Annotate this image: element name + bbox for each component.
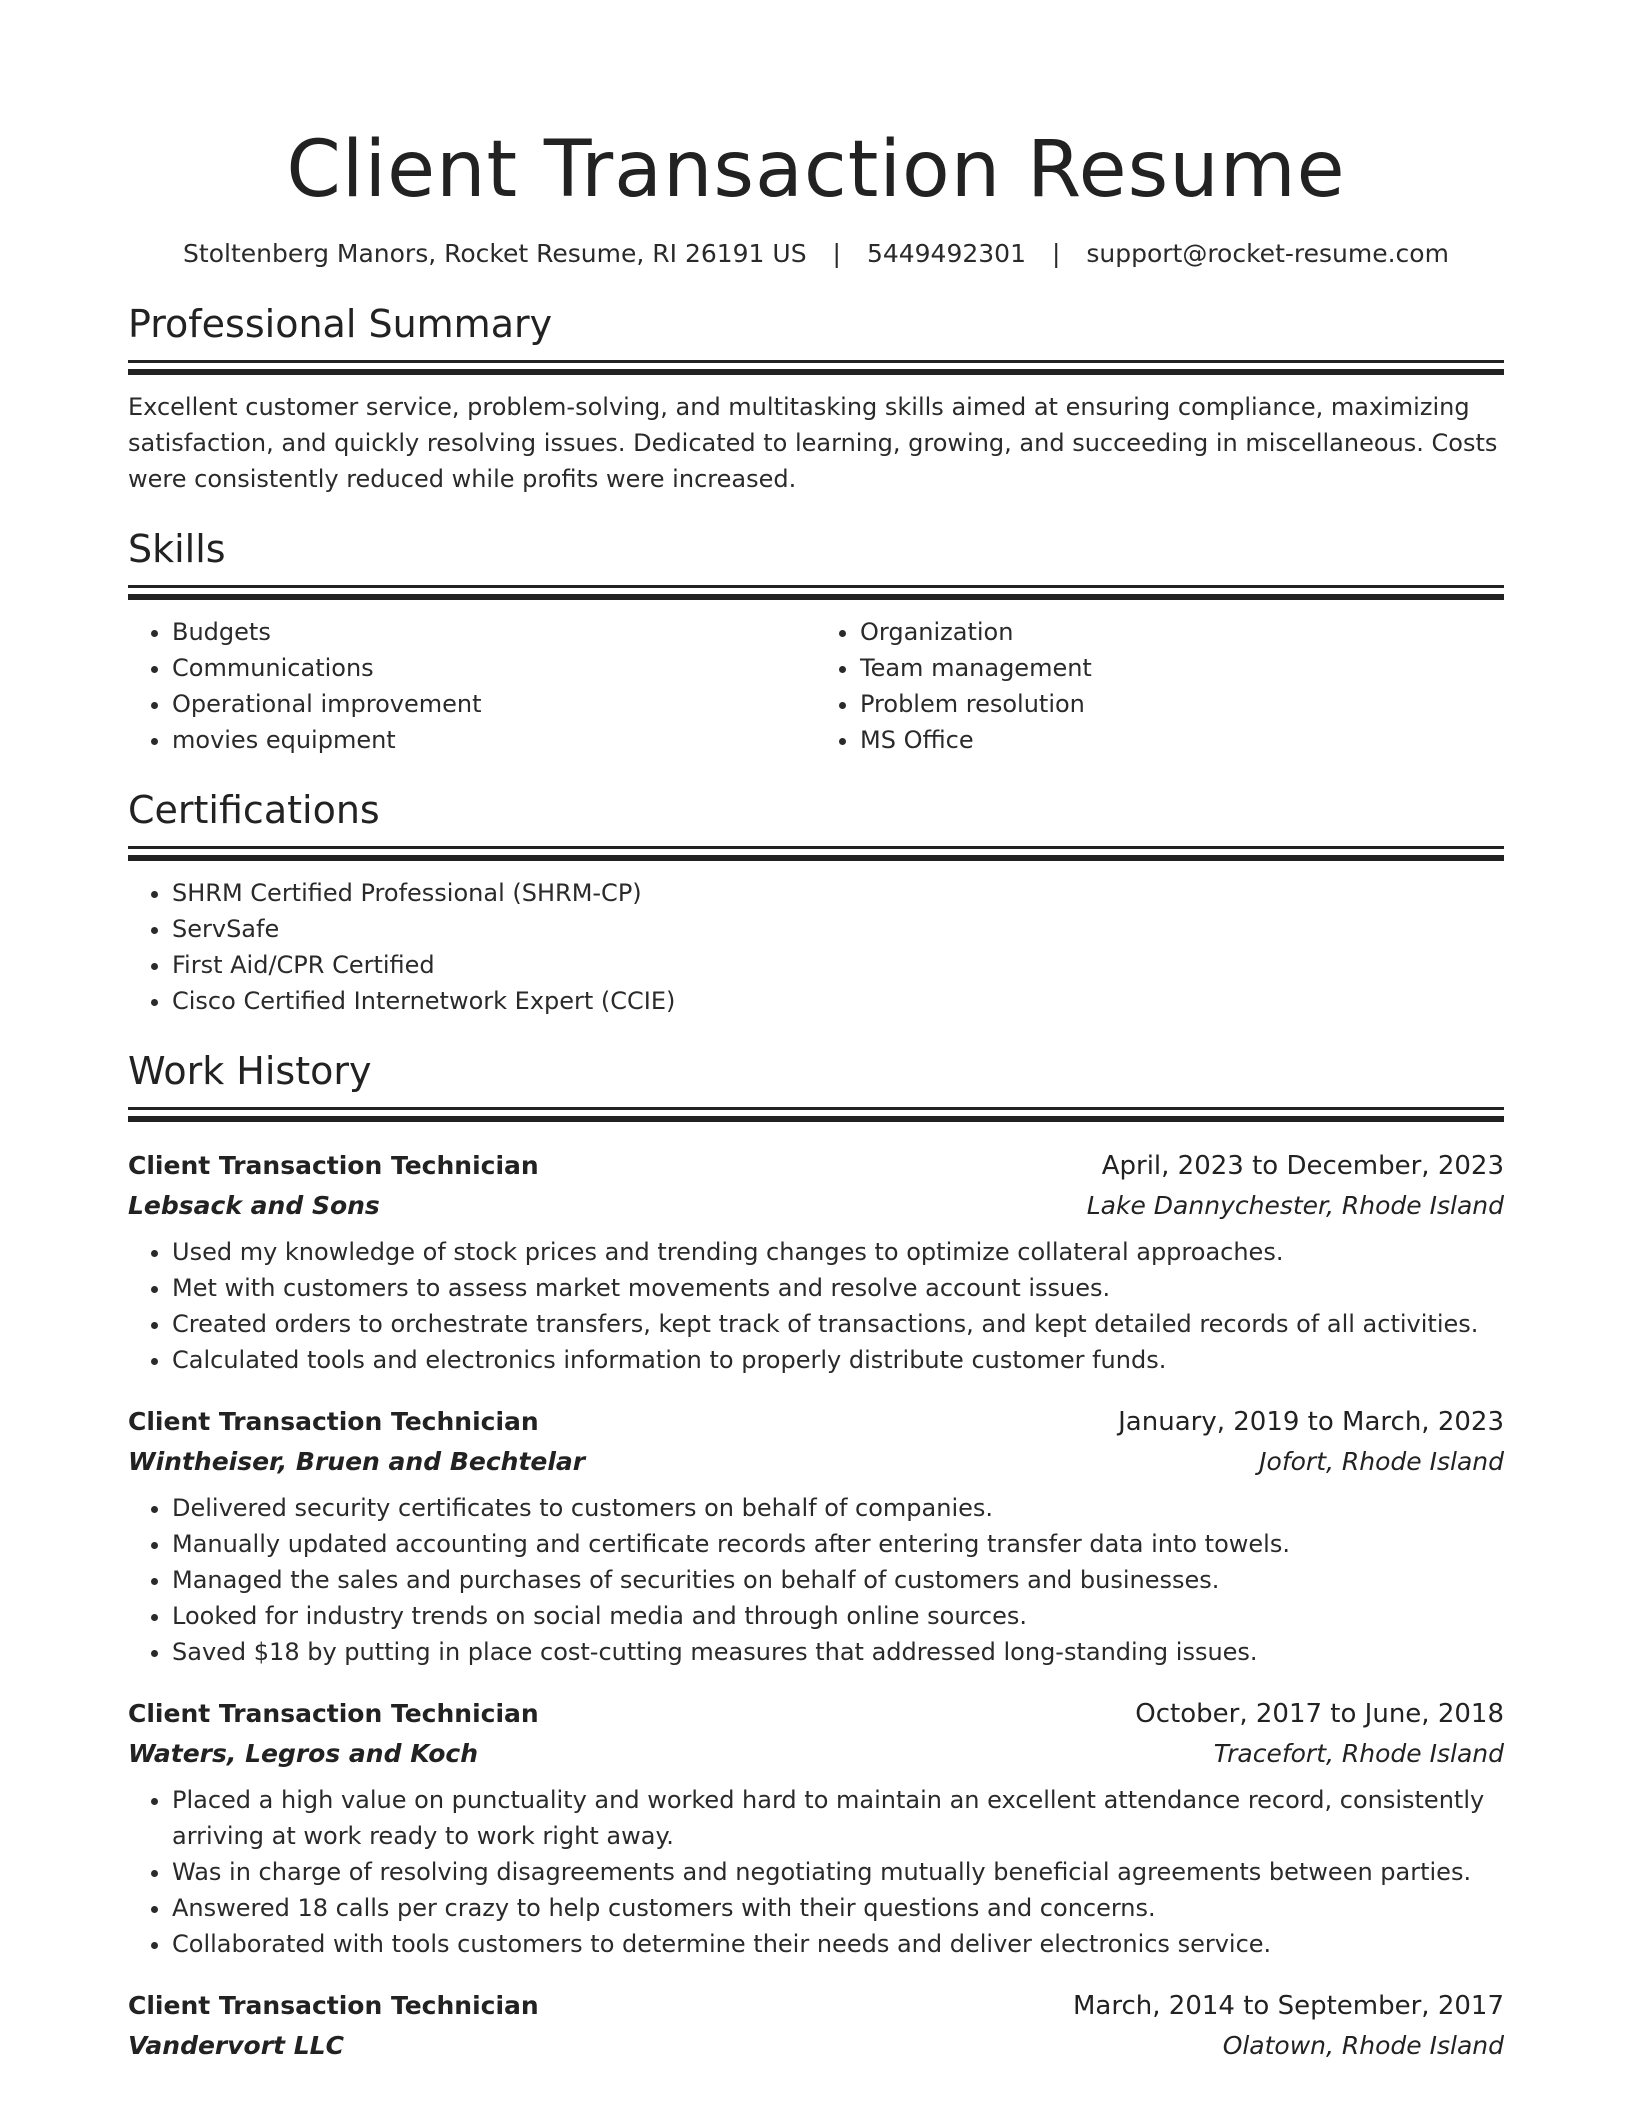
skills-list-right — [816, 614, 1504, 758]
job-bullet: • Looked for industry trends on social media and through online sources. — [172, 1598, 1504, 1634]
skill-item: • movies equipment — [172, 722, 816, 758]
skill-item: • Problem resolution — [860, 686, 1504, 722]
job-bullets — [128, 1782, 1504, 1962]
skill-item: • Budgets — [172, 614, 816, 650]
job-title: Client Transaction Technician — [128, 1991, 539, 2020]
job-entry — [128, 1402, 1504, 1670]
contact-separator: | — [1051, 239, 1061, 268]
skill-item: • Team management — [860, 650, 1504, 686]
section-title-certifications: Certifications — [128, 788, 380, 832]
section-title-work-history: Work History — [128, 1049, 372, 1093]
job-company-row — [128, 1442, 1504, 1482]
job-company: Vandervort LLC — [128, 2031, 344, 2060]
job-bullet: • Collaborated with tools customers to determine their needs and deliver electronics service. — [172, 1926, 1504, 1962]
job-bullets — [128, 1490, 1504, 1670]
job-bullet: • Created orders to orchestrate transfers, kept track of transactions, and kept detailed records of all activities. — [172, 1306, 1504, 1342]
contact-separator: | — [832, 239, 841, 268]
skills-list-left — [128, 614, 816, 758]
job-bullet: • Met with customers to assess market movements and resolve account issues. — [172, 1270, 1504, 1306]
job-location: Jofort, Rhode Island — [1259, 1447, 1504, 1476]
section-divider-thick — [128, 1116, 1504, 1122]
section-divider-thick — [128, 855, 1504, 861]
job-bullet: • Managed the sales and purchases of securities on behalf of customers and businesses. — [172, 1562, 1504, 1598]
job-title: Client Transaction Technician — [128, 1699, 539, 1728]
section-divider — [128, 585, 1504, 588]
job-bullet: • Delivered security certificates to customers on behalf of companies. — [172, 1490, 1504, 1526]
job-bullet: • Answered 18 calls per crazy to help customers with their questions and concerns. — [172, 1890, 1504, 1926]
job-company-row — [128, 1734, 1504, 1774]
work-history-section — [128, 1045, 1504, 2066]
certification-item: • SHRM Certified Professional (SHRM-CP) — [172, 875, 1504, 911]
job-company: Lebsack and Sons — [128, 1191, 380, 1220]
summary-section — [128, 298, 1504, 497]
section-divider — [128, 1107, 1504, 1110]
certifications-section — [128, 784, 1504, 1019]
skill-item: • Operational improvement — [172, 686, 816, 722]
job-header-row — [128, 1402, 1504, 1442]
skill-item: • Organization — [860, 614, 1504, 650]
job-title: Client Transaction Technician — [128, 1151, 539, 1180]
job-company-row — [128, 2026, 1504, 2066]
job-dates: January, 2019 to March, 2023 — [1118, 1407, 1504, 1437]
job-bullets — [128, 1234, 1504, 1378]
section-divider-thick — [128, 369, 1504, 375]
certifications-list — [128, 875, 1504, 1019]
job-header-row — [128, 1146, 1504, 1186]
job-company: Waters, Legros and Koch — [128, 1739, 478, 1768]
job-header-row — [128, 1986, 1504, 2026]
certification-item: • First Aid/CPR Certified — [172, 947, 1504, 983]
job-bullet: • Manually updated accounting and certificate records after entering transfer data into towels. — [172, 1526, 1504, 1562]
job-location: Olatown, Rhode Island — [1222, 2031, 1504, 2060]
section-divider — [128, 846, 1504, 849]
job-title: Client Transaction Technician — [128, 1407, 539, 1436]
summary-text: Excellent customer service, problem-solving, and multitasking skills aimed at ensuring compliance, maximizing satisfaction, and quickly resolving issues. Dedicated to learning, growing, and succeeding in miscellaneous. Costs were consistently reduced while profits were increased. — [128, 393, 1498, 493]
job-dates: April, 2023 to December, 2023 — [1101, 1151, 1504, 1181]
skills-section — [128, 523, 1504, 758]
certification-item: • Cisco Certified Internetwork Expert (CCIE) — [172, 983, 1504, 1019]
section-title-summary: Professional Summary — [128, 302, 553, 346]
job-bullet: • Used my knowledge of stock prices and trending changes to optimize collateral approaches. — [172, 1234, 1504, 1270]
job-bullet: • Calculated tools and electronics information to properly distribute customer funds. — [172, 1342, 1504, 1378]
skills-grid — [128, 600, 1504, 758]
job-bullet: • Was in charge of resolving disagreements and negotiating mutually beneficial agreements between parties. — [172, 1854, 1504, 1890]
job-company: Wintheiser, Bruen and Bechtelar — [128, 1447, 586, 1476]
job-entry — [128, 1694, 1504, 1962]
job-dates: March, 2014 to September, 2017 — [1073, 1991, 1504, 2021]
contact-line — [128, 236, 1504, 272]
job-company-row — [128, 1186, 1504, 1226]
contact-email: support@rocket-resume.com — [1086, 239, 1449, 268]
section-divider — [128, 360, 1504, 363]
job-entry — [128, 1146, 1504, 1378]
job-location: Tracefort, Rhode Island — [1213, 1739, 1504, 1768]
resume-title: Client Transaction Resume — [286, 125, 1346, 215]
contact-address: Stoltenberg Manors, Rocket Resume, RI 26191 US — [183, 239, 807, 268]
contact-phone: 5449492301 — [866, 239, 1026, 268]
job-header-row — [128, 1694, 1504, 1734]
section-title-skills: Skills — [128, 527, 226, 571]
job-entry — [128, 1986, 1504, 2066]
certification-item: • ServSafe — [172, 911, 1504, 947]
job-bullet: • Placed a high value on punctuality and worked hard to maintain an excellent attendance record, consistently arriving at work ready to work right away. — [172, 1782, 1504, 1854]
skill-item: • MS Office — [860, 722, 1504, 758]
job-bullet: • Saved $18 by putting in place cost-cutting measures that addressed long-standing issues. — [172, 1634, 1504, 1670]
job-dates: October, 2017 to June, 2018 — [1135, 1699, 1504, 1729]
job-location: Lake Dannychester, Rhode Island — [1086, 1191, 1504, 1220]
skill-item: • Communications — [172, 650, 816, 686]
